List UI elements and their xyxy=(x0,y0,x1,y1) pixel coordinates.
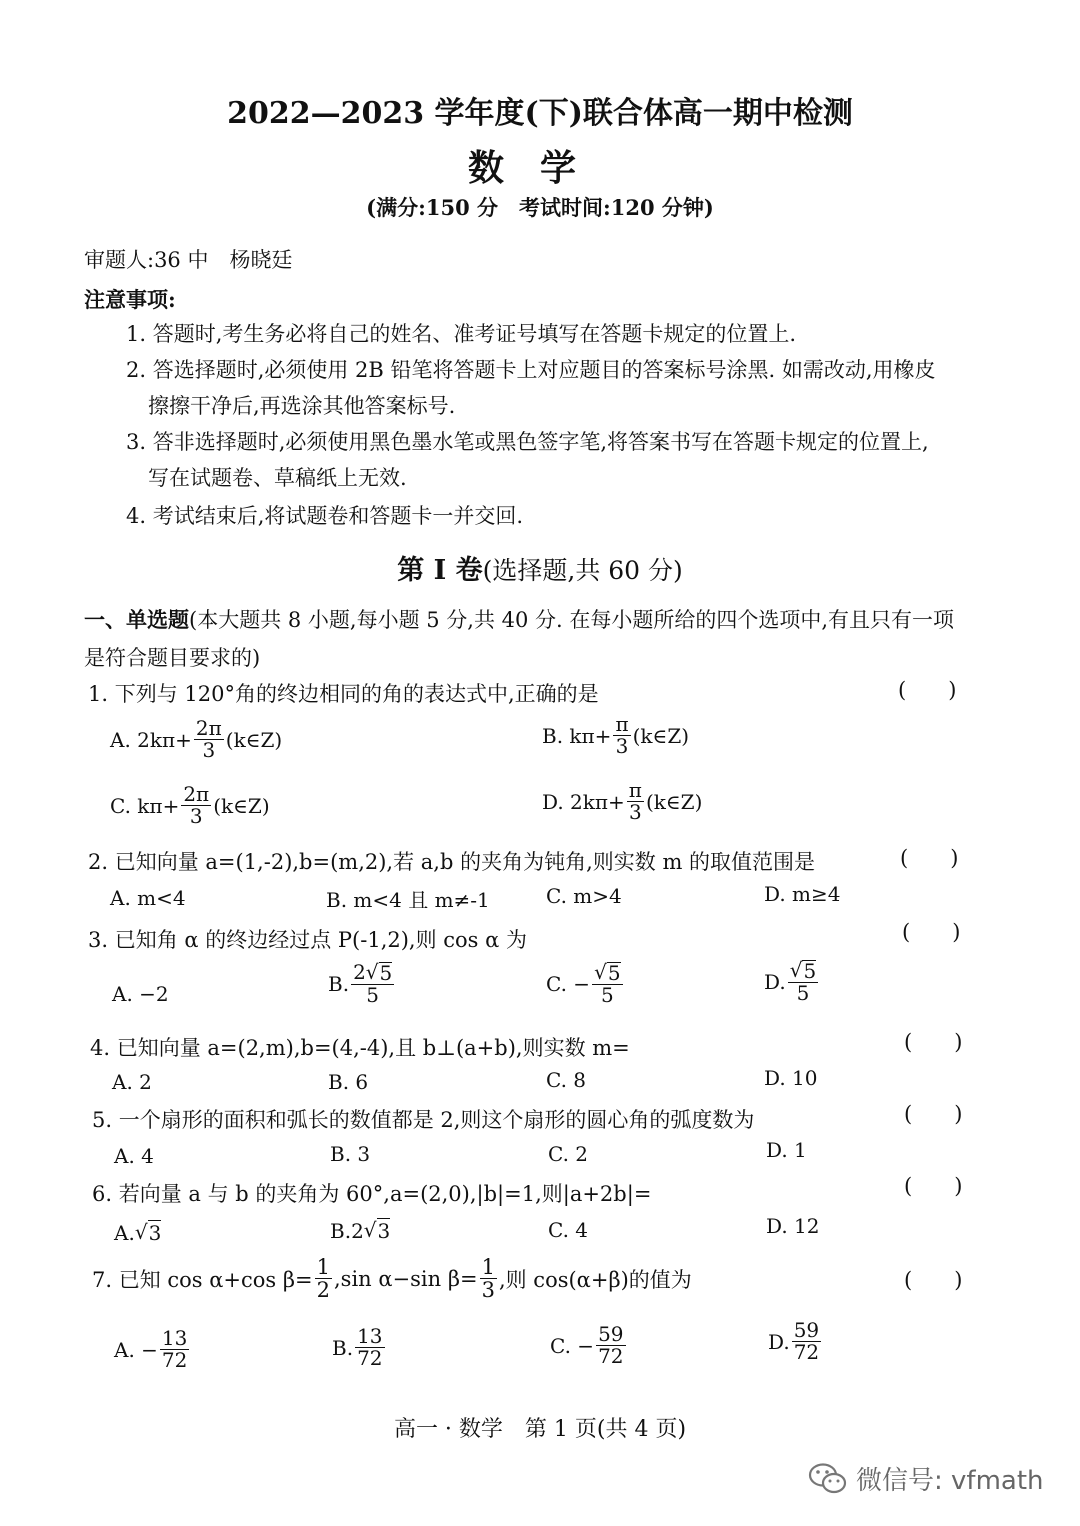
option-b: B. kπ+ $\frac{\pi}{3}$ (k∈Z) xyxy=(542,712,690,758)
option-d: D. m≥4 xyxy=(764,882,841,906)
option-a: A. −2 xyxy=(112,982,169,1006)
notice-item: 1. 答题时,考生务必将自己的姓名、准考证号填写在答题卡规定的位置上. xyxy=(126,322,797,346)
answer-paren: ( ) xyxy=(898,678,957,702)
option-c: C. − √ 5 5 xyxy=(546,960,621,1007)
page-footer: 高一 · 数学 第 1 页(共 4 页) xyxy=(393,1417,687,1442)
section-title-rest: (选择题,共 60 分) xyxy=(482,556,683,585)
part1-desc: (本大题共 8 小题,每小题 5 分,共 40 分. 在每小题所给的四个选项中,有且只有一项 xyxy=(189,608,955,632)
option-c: C. 4 xyxy=(548,1218,589,1242)
answer-paren: ( ) xyxy=(904,1102,963,1126)
option-a: A. 2kπ+ $\frac{2\pi}{3}$ (k∈Z) xyxy=(110,716,283,762)
part1-heading-line xyxy=(84,604,954,634)
option-a: A. 4 xyxy=(114,1144,154,1168)
option-c: C. 8 xyxy=(546,1068,587,1092)
section-title xyxy=(0,548,1080,587)
option-d: D. 1 xyxy=(766,1138,807,1162)
option-b: B. 2 √ 5 5 xyxy=(328,960,393,1007)
option-d: D. 10 xyxy=(764,1066,818,1090)
section-title-bold: 第 Ⅰ 卷 xyxy=(397,555,483,586)
part1-heading: 一、单选题 xyxy=(84,607,189,632)
notice-item-cont: 擦擦干净后,再选涂其他答案标号. xyxy=(148,394,456,418)
option-d: D. √ 5 5 xyxy=(764,958,817,1005)
question-stem: 4. 已知向量 a=(2,m),b=(4,-4),且 b⊥(a+b),则实数 m= xyxy=(90,1036,630,1060)
score-time-info: (满分:150 分 考试时间:120 分钟) xyxy=(366,195,714,220)
answer-paren: ( ) xyxy=(900,846,959,870)
question-stem: 6. 若向量 a 与 b 的夹角为 60°,a=(2,0),|b|=1,则|a+2b|= xyxy=(92,1182,652,1206)
watermark xyxy=(808,1460,1044,1497)
exam-title: 2022—2023 学年度(下)联合体高一期中检测 xyxy=(227,96,853,131)
question-stem: 3. 已知角 α 的终边经过点 P(-1,2),则 cos α 为 xyxy=(88,928,527,952)
option-a: A. 2 xyxy=(112,1070,152,1094)
option-b: B. m<4 且 m≠-1 xyxy=(326,888,490,912)
option-a: A. √ 3 xyxy=(114,1220,162,1245)
option-a: A. m<4 xyxy=(110,886,186,910)
option-b: B. 6 xyxy=(328,1070,369,1094)
question-stem: 7. 已知 cos α+cos β= $\frac{1}{2}$ ,sin α−sin β= $\frac{1}{3}$ ,则 cos(α+β)的值为 xyxy=(92,1255,692,1303)
option-c: C. m>4 xyxy=(546,884,622,908)
reviewer-line: 审题人:36 中 杨晓廷 xyxy=(84,248,293,272)
answer-paren: ( ) xyxy=(904,1174,963,1198)
notice-heading: 注意事项: xyxy=(84,287,176,312)
part1-desc-cont: 是符合题目要求的) xyxy=(84,646,261,670)
option-b: B. 3 xyxy=(330,1142,371,1166)
answer-paren: ( ) xyxy=(902,920,961,944)
notice-item: 4. 考试结束后,将试题卷和答题卡一并交回. xyxy=(126,504,524,528)
option-c: C. 2 xyxy=(548,1142,589,1166)
notice-item: 2. 答选择题时,必须使用 2B 铅笔将答题卡上对应题目的答案标号涂黑. 如需改动,用橡皮 xyxy=(126,358,936,382)
subject-title: 数学 xyxy=(467,147,612,189)
option-d: D. 12 xyxy=(766,1214,820,1238)
option-a: A. − $\frac{13}{72}$ xyxy=(114,1326,188,1372)
option-c: C. − $\frac{59}{72}$ xyxy=(550,1322,624,1368)
option-d: D. 2kπ+ $\frac{\pi}{3}$ (k∈Z) xyxy=(542,778,703,824)
question-stem: 2. 已知向量 a=(1,-2),b=(m,2),若 a,b 的夹角为钝角,则实数 m 的取值范围是 xyxy=(88,850,816,874)
answer-paren: ( ) xyxy=(904,1030,963,1054)
option-b: B. 2 √ 3 xyxy=(330,1218,391,1243)
question-stem: 1. 下列与 120°角的终边相同的角的表达式中,正确的是 xyxy=(88,682,599,706)
question-stem: 5. 一个扇形的面积和弧长的数值都是 2,则这个扇形的圆心角的弧度数为 xyxy=(92,1108,755,1132)
option-b: B. $\frac{13}{72}$ xyxy=(332,1324,383,1370)
notice-item: 3. 答非选择题时,必须使用黑色墨水笔或黑色签字笔,将答案书写在答题卡规定的位置上, xyxy=(126,430,929,454)
wechat-icon xyxy=(808,1462,848,1496)
notice-item-cont: 写在试题卷、草稿纸上无效. xyxy=(148,466,407,490)
option-d: D. $\frac{59}{72}$ xyxy=(768,1318,820,1364)
option-c: C. kπ+ $\frac{2\pi}{3}$ (k∈Z) xyxy=(110,782,270,828)
watermark-text: 微信号: vfmath xyxy=(856,1466,1044,1496)
answer-paren: ( ) xyxy=(904,1268,963,1292)
